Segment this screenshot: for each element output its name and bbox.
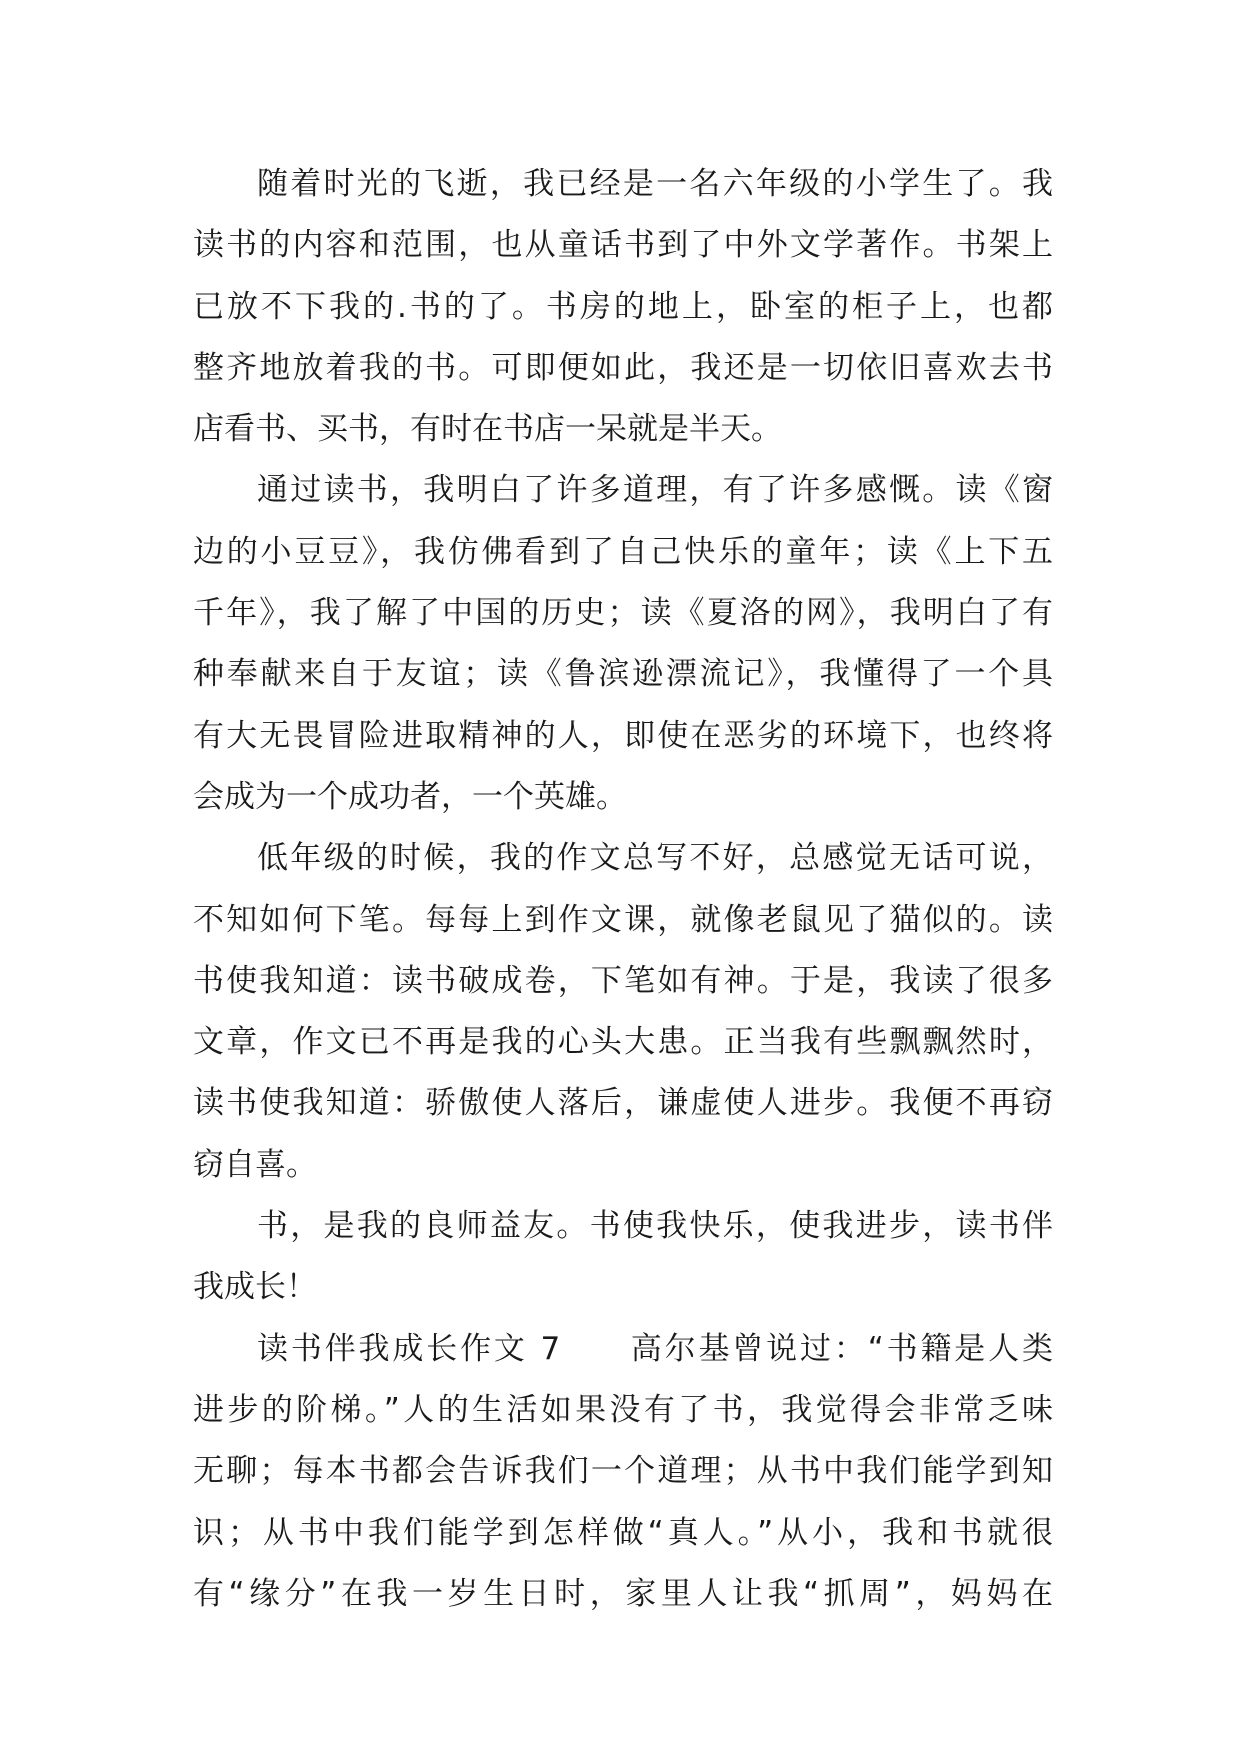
text-line: 会成为一个成功者，一个英雄。 <box>193 778 627 815</box>
text-line: 边的小豆豆》，我仿佛看到了自己快乐的童年；读《上下五 <box>193 533 1053 570</box>
text-line: 文章，作文已不再是我的心头大患。正当我有些飘飘然时， <box>193 1024 1053 1061</box>
paragraph-5 <box>193 1319 1053 1625</box>
text-line: 千年》，我了解了中国的历史；读《夏洛的网》，我明白了有 <box>193 595 1053 632</box>
text-line: 随着时光的飞逝，我已经是一名六年级的小学生了。我 <box>257 166 1053 202</box>
paragraph-3 <box>193 828 1053 1196</box>
text-line: 有“缘分”在我一岁生日时，家里人让我“抓周”，妈妈在 <box>193 1575 1053 1612</box>
text-line: 店看书、买书，有时在书店一呆就是半天。 <box>193 411 782 448</box>
text-line: 低年级的时候，我的作文总写不好，总感觉无话可说， <box>257 840 1053 877</box>
text-line: 不知如何下笔。每每上到作文课，就像老鼠见了猫似的。读 <box>193 901 1053 938</box>
text-line: 窃自喜。 <box>193 1146 317 1183</box>
text-line: 无聊；每本书都会告诉我们一个道理；从书中我们能学到知 <box>193 1453 1053 1490</box>
text-line: 通过读书，我明白了许多道理，有了许多感慨。读《窗 <box>257 472 1053 509</box>
text-line: 种奉献来自于友谊；读《鲁滨逊漂流记》，我懂得了一个具 <box>193 656 1053 693</box>
text-line: 书使我知道：读书破成卷，下笔如有神。于是，我读了很多 <box>193 962 1053 999</box>
text-line: 识；从书中我们能学到怎样做“真人。”从小，我和书就很 <box>193 1514 1053 1551</box>
text-line: 书，是我的良师益友。书使我快乐，使我进步，读书伴 <box>257 1208 1053 1245</box>
text-line: 整齐地放着我的书。可即便如此，我还是一切依旧喜欢去书 <box>193 349 1053 386</box>
text-line: 读书使我知道：骄傲使人落后，谦虚使人进步。我便不再窃 <box>193 1085 1053 1122</box>
document-body <box>193 154 1053 1625</box>
text-line: 我成长！ <box>193 1269 317 1306</box>
text-line: 进步的阶梯。”人的生活如果没有了书，我觉得会非常乏味 <box>193 1391 1053 1428</box>
paragraph-1 <box>193 154 1053 460</box>
text-line: 已放不下我的.书的了。书房的地上，卧室的柜子上，也都 <box>193 288 1053 325</box>
text-line: 读书伴我成长作文 7 高尔基曾说过：“书籍是人类 <box>257 1330 1053 1367</box>
text-line: 有大无畏冒险进取精神的人，即使在恶劣的环境下，也终将 <box>193 717 1053 754</box>
paragraph-4 <box>193 1196 1053 1319</box>
text-line: 读书的内容和范围，也从童话书到了中外文学著作。书架上 <box>193 227 1053 264</box>
paragraph-2 <box>193 460 1053 828</box>
